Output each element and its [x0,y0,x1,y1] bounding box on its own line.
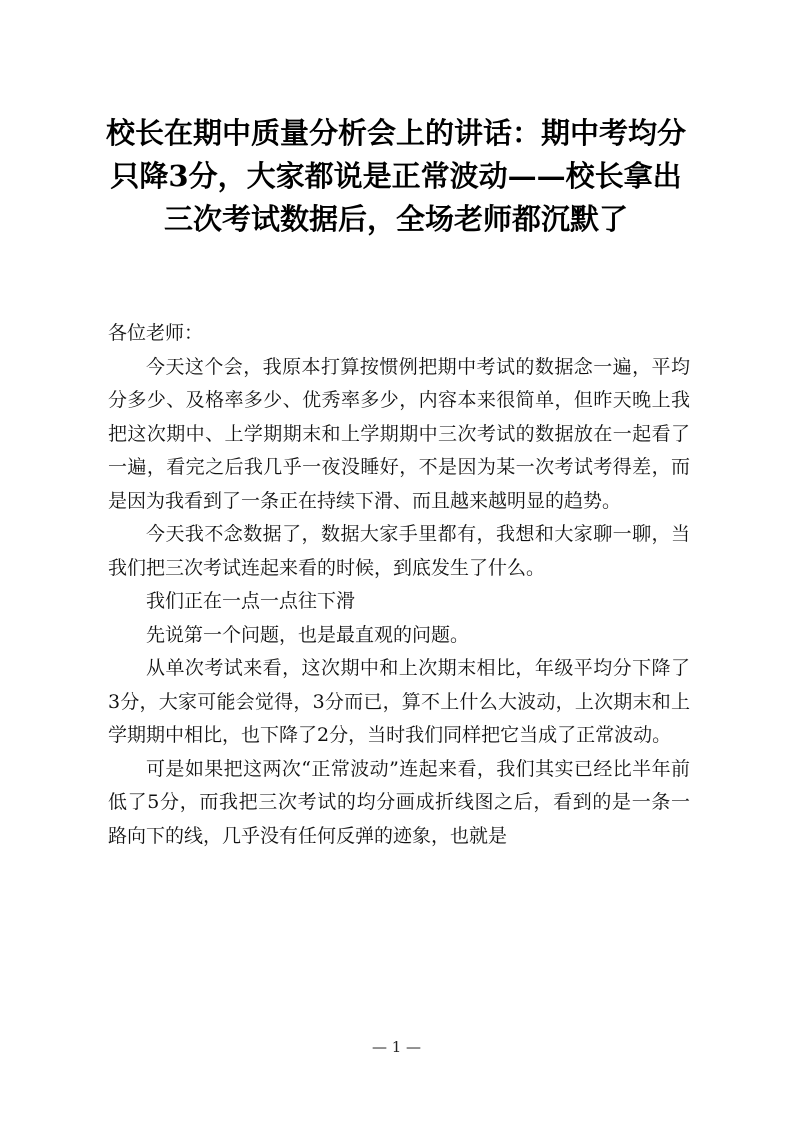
document-title: 校长在期中质量分析会上的讲话：期中考均分只降3分，大家都说是正常波动——校长拿出三次考试数据后，全场老师都沉默了 [105,116,686,236]
paragraph-4: 从单次考试来看，这次期中和上次期末相比，年级平均分下降了3分，大家可能会觉得，3分而已，算不上什么大波动，上次期末和上学期期中相比，也下降了2分，当时我们同样把它当成了正常波动。 [108,657,690,746]
page-number: — 1 — [371,1038,422,1056]
section-heading: 我们正在一点一点往下滑 [146,590,356,612]
paragraph-2: 今天我不念数据了，数据大家手里都有，我想和大家聊一聊，当我们把三次考试连起来看的时候，到底发生了什么。 [108,523,690,579]
paragraph-3: 先说第一个问题，也是最直观的问题。 [146,623,470,646]
paragraph-1: 今天这个会，我原本打算按惯例把期中考试的数据念一遍，平均分多少、及格率多少、优秀率多少，内容本来很简单，但昨天晚上我把这次期中、上学期期末和上学期期中三次考试的数据放在一起看了一遍，看完之后我几乎一夜没睡好，不是因为某一次考试考得差，而是因为我看到了一条正在持续下滑、而且越来越明显的趋势。 [108,355,690,512]
salutation: 各位老师： [108,322,204,344]
document-body [108,317,690,853]
paragraph-5: 可是如果把这两次“正常波动”连起来看，我们其实已经比半年前低了5分，而我把三次考试的均分画成折线图之后，看到的是一条一路向下的线，几乎没有任何反弹的迹象，也就是 [108,757,690,847]
